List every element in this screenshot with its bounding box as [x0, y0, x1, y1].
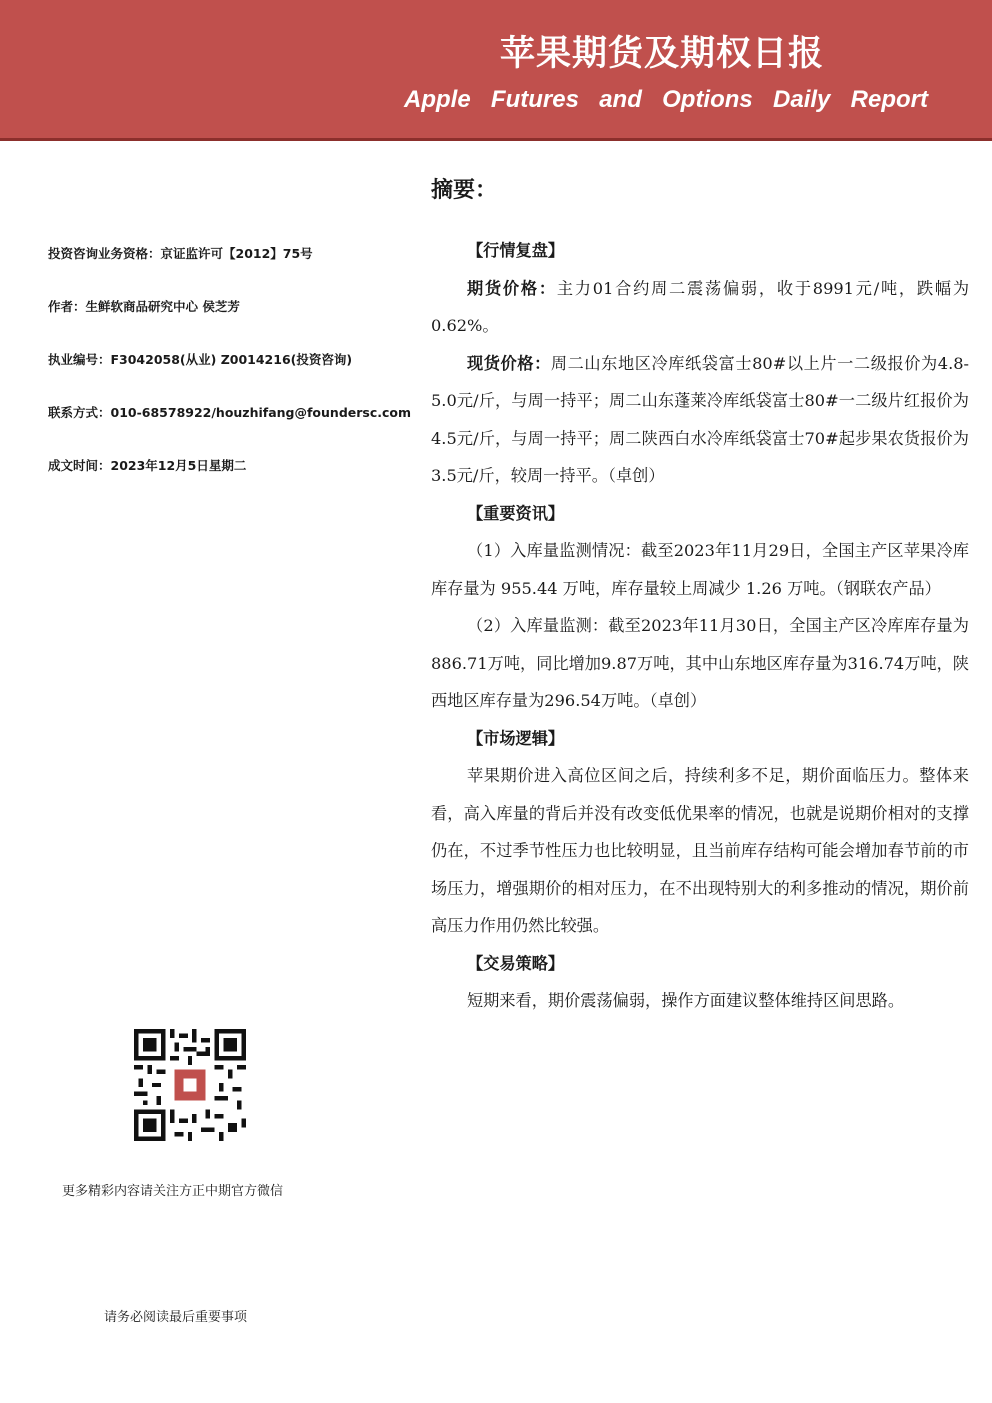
spot-price-text: 周二山东地区冷库纸袋富士80#以上片一二级报价为4.8-5.0元/斤，与周一持平；周二山东蓬莱冷库纸袋富士80#一二级片红报价为4.5元/斤，与周一持平；周二陕西白水冷库纸袋富士70#起步果农货报价为3.5元/斤，较周一持平。（卓创）: [431, 353, 970, 485]
news-item-1: （1）入库量监测情况：截至2023年11月29日，全国主产区苹果冷库库存量为 955.44 万吨，库存量较上周减少 1.26 万吨。（钢联农产品）: [431, 541, 969, 598]
author-line: 作者：生鲜软商品研究中心 侯芝芳: [48, 299, 240, 314]
section-title-market-logic: 【市场逻辑】: [467, 728, 565, 748]
title-en-word: Apple: [404, 86, 471, 113]
qualification-line: 投资咨询业务资格：京证监许可【2012】75号: [48, 246, 313, 261]
title-en-word: and: [599, 86, 642, 113]
title-en-word: Futures: [490, 86, 579, 113]
author-info-panel: [48, 245, 418, 510]
header-banner: [0, 0, 992, 141]
futures-price-label: 期货价格：: [467, 278, 557, 298]
section-title-market-review: 【行情复盘】: [467, 241, 565, 260]
qr-caption: 更多精彩内容请关注方正中期官方微信: [62, 1184, 284, 1199]
date-line: 成文时间：2023年12月5日星期二: [48, 458, 247, 473]
section-title-key-news: 【重要资讯】: [467, 503, 565, 523]
section-title-trading-strategy: 【交易策略】: [467, 953, 565, 973]
title-en-word: Report: [850, 86, 928, 113]
title-en-word: Daily: [773, 86, 831, 113]
license-line: 执业编号：F3042058(从业) Z0014216(投资咨询): [48, 352, 353, 367]
contact-line: 联系方式：010-68578922/houzhifang@foundersc.com: [48, 405, 412, 420]
futures-price-paragraph: [431, 270, 969, 345]
market-logic-paragraph: 苹果期价进入高位区间之后，持续利多不足，期价面临压力。整体来看，高入库量的背后并没有改变低优果率的情况，也就是说期价相对的支撑仍在，不过季节性压力也比较明显，且当前库存结构可能会增加春节前的市场压力，增强期价的相对压力，在不出现特别大的利多推动的情况，期价前高压力作用仍然比较强。: [431, 766, 969, 935]
spot-price-label: 现货价格：: [467, 353, 551, 373]
title-en-word: Options: [662, 86, 753, 113]
news-item-2: （2）入库量监测：截至2023年11月30日，全国主产区冷库库存量为886.71万吨，同比增加9.87万吨，其中山东地区库存量为316.74万吨，陕西地区库存量为296.54万吨。（卓创）: [431, 616, 969, 710]
report-title-cn: 苹果期货及期权日报: [500, 34, 825, 74]
futures-price-text: 主力01合约周二震荡偏弱，收于8991元/吨，跌幅为0.62%。: [431, 278, 970, 335]
spot-price-paragraph: [431, 345, 969, 495]
summary-heading: 摘要：: [431, 178, 498, 203]
summary-body: [431, 232, 969, 1020]
trading-strategy-paragraph: 短期来看，期价震荡偏弱，操作方面建议整体维持区间思路。: [467, 991, 905, 1010]
disclaimer-notice: 请务必阅读最后重要事项: [104, 1310, 248, 1325]
report-title-en: [404, 86, 928, 114]
qr-code-image: [134, 1029, 246, 1141]
